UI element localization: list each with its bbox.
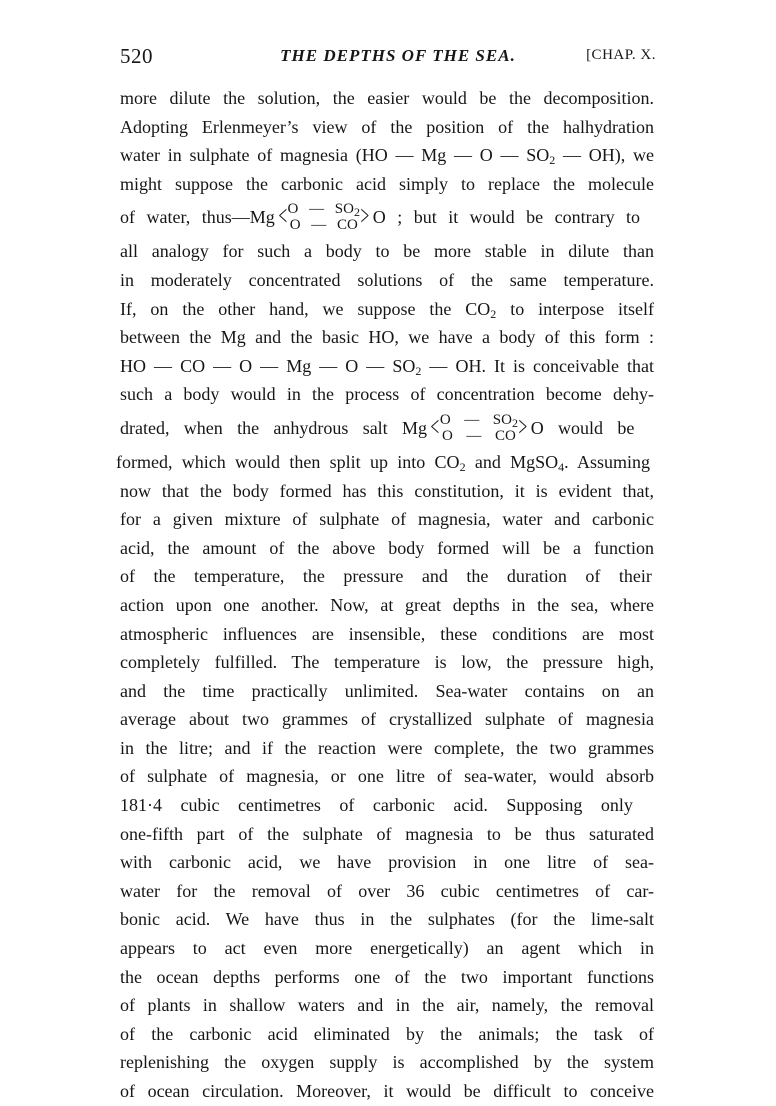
text-line-content: action upon one another. Now, at great depths in the sea, where [120,594,654,615]
formula-bottom: O — CO [289,217,358,234]
subscript: 2 [353,205,360,220]
text-line-with-formula [120,198,654,237]
text-line [120,477,654,506]
text-line-with-formula [120,409,654,448]
text-line [120,877,654,906]
text-line-content [120,352,654,381]
text-fragment: to interpose itself [510,298,654,319]
text-line-content: between the Mg and the basic HO, we have a body of this form : [120,327,654,348]
text-line-content: water for the removal of over 36 cubic centimetres of car- [120,880,654,901]
text-line-content: replenishing the oxygen supply is accomplished by the system [120,1052,654,1073]
text-line-content: and the time practically unlimited. Sea-water contains on an [120,680,654,701]
text-fragment: — OH), we [563,145,655,166]
text-line [120,762,654,791]
text-line [120,791,654,820]
text-line [120,170,654,199]
text-line-content: such a body would in the process of concentration become dehy- [120,384,654,405]
subscript: 2 [549,153,556,168]
text-line-content [120,409,634,448]
text-line-content: bonic acid. We have thus in the sulphates (for the lime-salt [120,909,654,930]
text-line [120,84,654,113]
text-line [120,591,654,620]
structural-formula [278,201,370,233]
text-line-content: appears to act even more energetically) an agent which in [120,938,654,959]
running-title: THE DEPTHS OF THE SEA. [280,46,516,65]
formula-top: O — SO [439,411,512,428]
text-line [120,266,654,295]
text-line-content: atmospheric influences are insensible, these conditions are most [120,623,654,644]
text-line [120,705,654,734]
text-line-content [120,141,654,170]
text-fragment: HO — CO — O — Mg — O — SO [120,355,416,376]
text-fragment: and MgSO [474,451,559,472]
text-line [120,141,654,170]
text-line [120,534,654,563]
chapter-reference: [CHAP. X. [586,47,656,63]
subscript: 2 [511,415,518,430]
text-fragment: — OH. It is conceivable that [429,355,655,376]
close-angle-bracket: > [518,411,528,443]
text-line [120,991,654,1020]
text-line-content: of the carbonic acid eliminated by the animals; the task of [120,1023,654,1044]
body-text [116,84,655,1106]
text-line [120,734,654,763]
text-line [120,352,654,381]
text-line-content: in moderately concentrated solutions of the same temperature. [120,269,654,290]
text-line [120,648,654,677]
close-angle-bracket: > [360,201,370,233]
formula-top-row [440,412,518,428]
text-fragment: O would be [530,417,635,438]
text-line [120,323,654,352]
text-line-content: now that the body formed has this constitution, it is evident that, [120,480,654,501]
text-line [120,677,654,706]
text-line-content: for a given mixture of sulphate of magnesia, water and carbonic [120,509,654,530]
text-line-content: one-fifth part of the sulphate of magnesia to be thus saturated [120,823,654,844]
formula-stack [440,412,518,444]
text-line-content: 181·4 cubic centimetres of carbonic acid. Supposing only [120,795,633,816]
text-line [120,380,654,409]
text-line-content [120,295,654,324]
page-number: 520 [120,44,153,68]
text-line [120,295,654,324]
formula-top: O — SO [287,201,354,218]
text-fragment: . Assuming [564,451,650,472]
text-line-content: acid, the amount of the above body formed will be a function [120,537,654,558]
text-fragment: water in sulphate of magnesia (HO — Mg — O — SO [120,145,550,166]
subscript: 2 [490,306,497,321]
text-line-content: of ocean circulation. Moreover, it would be difficult to conceive [120,1081,654,1101]
text-line [120,113,654,142]
text-fragment: If, on the other hand, we suppose the CO [120,298,491,319]
text-line-content: average about two grammes of crystallized sulphate of magnesia [120,709,654,730]
text-line-content: the ocean depths performs one of the two important functions [120,966,654,987]
text-line-content: of the temperature, the pressure and the duration of their [120,566,652,587]
subscript: 2 [459,459,466,474]
text-line [120,237,654,266]
text-line-content: might suppose the carbonic acid simply to replace the molecule [120,173,654,194]
text-fragment: of water, thus—Mg [120,207,275,228]
text-line-content: of plants in shallow waters and in the air, namely, the removal [120,995,654,1016]
text-line-content: completely fulfilled. The temperature is low, the pressure high, [120,652,654,673]
text-line [120,1048,654,1077]
text-line-content: with carbonic acid, we have provision in one litre of sea- [120,852,654,873]
text-line [120,905,654,934]
subscript: 2 [415,363,422,378]
text-line [120,820,654,849]
text-line-content: more dilute the solution, the easier would be the decomposition. [120,88,654,108]
text-fragment: O ; but it would be contrary to [372,207,641,228]
open-angle-bracket: < [430,411,440,443]
text-line-content [120,198,640,237]
text-line-content: of sulphate of magnesia, or one litre of sea-water, would absorb [120,766,654,787]
open-angle-bracket: < [278,201,287,233]
text-line-content [116,448,650,477]
text-line [120,1077,654,1106]
formula-stack [288,201,360,233]
text-line [120,934,654,963]
text-line [120,562,654,591]
running-head [120,44,656,74]
subscript: 4 [558,459,565,474]
text-line [120,1020,654,1049]
text-line-content: all analogy for such a body to be more stable in dilute than [120,241,654,262]
text-fragment: drated, when the anhydrous salt Mg [120,417,428,438]
text-line [120,505,654,534]
structural-formula [430,412,528,444]
formula-top-row [287,201,360,220]
text-line [120,848,654,877]
text-line [120,620,654,649]
text-line [116,448,654,477]
text-line-content: in the litre; and if the reaction were complete, the two grammes [120,737,654,758]
text-line [120,963,654,992]
formula-bottom: O — CO [441,427,516,444]
text-fragment: formed, which would then split up into CO [116,451,460,472]
text-line-content: Adopting Erlenmeyer’s view of the position of the halhydration [120,116,654,137]
